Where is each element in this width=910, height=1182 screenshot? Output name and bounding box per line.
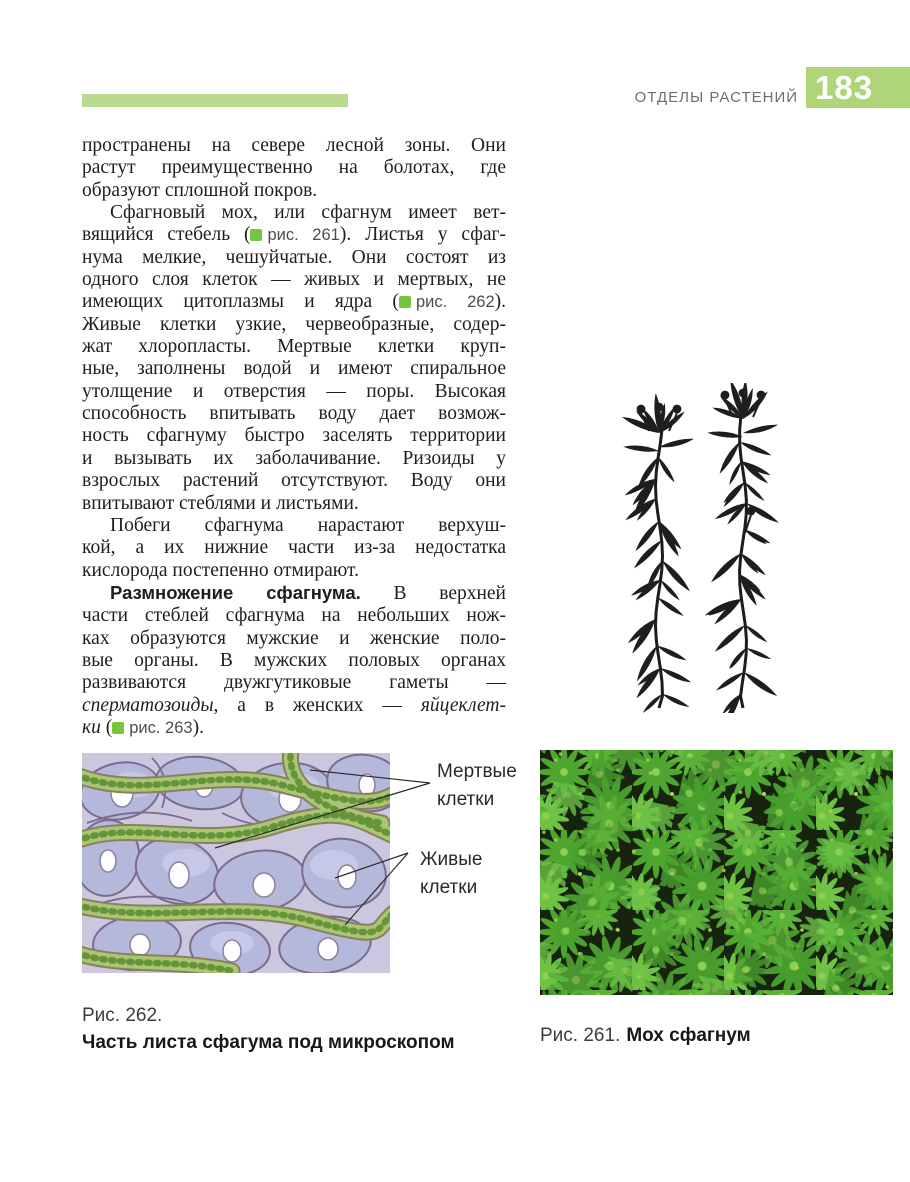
figure-moss-line-drawing xyxy=(595,383,817,713)
text-line: ках образуются мужские и женские поло- xyxy=(82,627,506,649)
label-dead-cells: Мертвые клетки xyxy=(437,761,517,810)
caption-261-label: Рис. 261. xyxy=(540,1025,621,1046)
header-green-bar xyxy=(82,94,348,107)
text-line: Сфагновый мох, или сфагнум имеет вет- xyxy=(110,202,506,224)
caption-261-title: Мох сфагнум xyxy=(626,1025,751,1046)
figure-leaf-micrograph xyxy=(82,753,390,973)
text-line: сперматозоиды, а в женских — яйцеклет- xyxy=(82,694,506,716)
moss-drawing-canvas xyxy=(595,383,817,713)
page-number-badge: 183 xyxy=(806,67,910,108)
figure-reference: рис. 261 xyxy=(250,226,339,244)
text-line: части стеблей сфагнума на небольших нож- xyxy=(82,605,506,627)
running-title: ОТДЕЛЫ РАСТЕНИЙ xyxy=(634,89,798,106)
text-line: впитывают стеблями и листьями. xyxy=(82,492,359,514)
text-line: Побеги сфагнума нарастают верхуш- xyxy=(110,514,506,536)
figure-marker-icon xyxy=(112,722,124,734)
caption-figure-262 xyxy=(82,1002,502,1056)
text-line: имеющих цитоплазмы и ядра ( рис. 262). xyxy=(82,291,507,313)
text-line: утолщение и отверстия — поры. Высокая xyxy=(82,380,506,402)
text-line: вые органы. В мужских половых органах xyxy=(82,649,506,671)
figure-moss-photo xyxy=(540,750,893,995)
text-line: вящийся стебель ( рис. 261). Листья у сфаг- xyxy=(82,224,507,246)
text-line: ки ( рис. 263). xyxy=(82,716,204,738)
caption-figure-261 xyxy=(540,1022,900,1049)
text-line: взрослых растений отсутствуют. Воду они xyxy=(82,470,506,492)
text-line: ность сфагнуму быстро заселять территории xyxy=(82,425,506,447)
text-line: Живые клетки узкие, червеобразные, содер- xyxy=(82,313,506,335)
text-line: растут преимущественно на болотах, где xyxy=(82,157,506,179)
text-line: ные, заполнены водой и имеют спиральное xyxy=(82,358,506,380)
caption-262-label: Рис. 262. xyxy=(82,1005,163,1026)
text-line: жат хлоропласты. Мертвые клетки круп- xyxy=(82,336,506,358)
text-line: Размножение сфагнума. В верхней xyxy=(110,581,506,604)
text-line: кой, а их нижние части из-за недостатка xyxy=(82,537,506,559)
text-line: одного слоя клеток — живых и мертвых, не xyxy=(82,269,506,291)
text-line: способность впитывать воду дает возмож- xyxy=(82,403,506,425)
micrograph-canvas xyxy=(82,753,390,973)
text-line: образуют сплошной покров. xyxy=(82,179,318,201)
text-line: нума мелкие, чешуйчатые. Они состоят из xyxy=(82,246,506,268)
caption-262-title: Часть листа сфагума под микроскопом xyxy=(82,1032,455,1053)
text-line: развиваются двужгутиковые гаметы — xyxy=(82,672,506,694)
figure-reference: рис. 263 xyxy=(112,719,192,737)
article-text xyxy=(82,135,506,739)
text-line: пространены на севере лесной зоны. Они xyxy=(82,135,506,156)
text-line: кислорода постепенно отмирают. xyxy=(82,559,359,581)
figure-marker-icon xyxy=(250,229,262,241)
figure-marker-icon xyxy=(399,296,411,308)
label-living-cells: Живые клетки xyxy=(420,849,483,898)
moss-photo-canvas xyxy=(540,750,893,995)
figure-reference: рис. 262 xyxy=(399,293,495,311)
text-line: и вызывать их заболачивание. Ризоиды у xyxy=(82,447,506,469)
